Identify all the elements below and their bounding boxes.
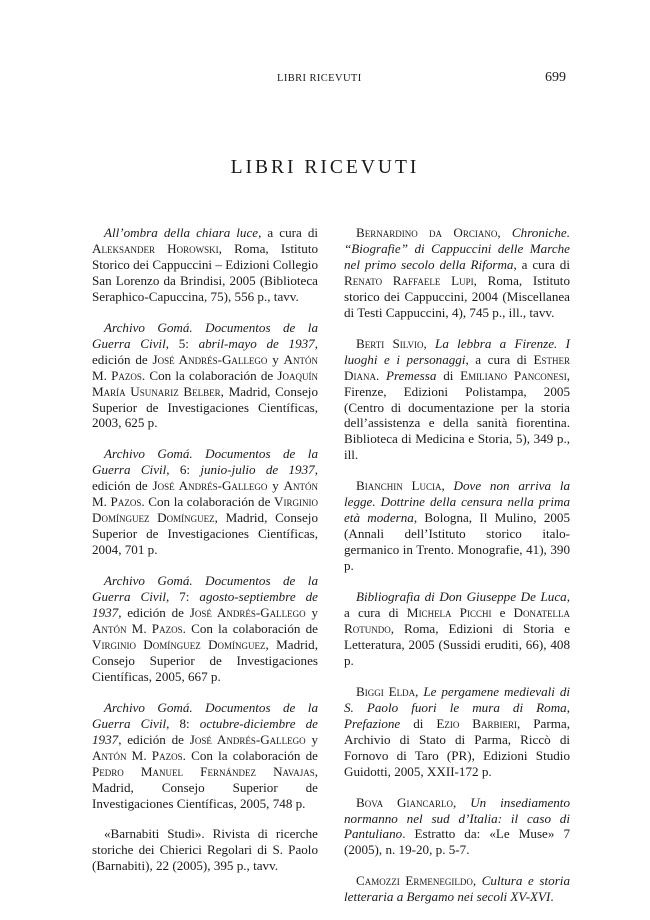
entry-text: di	[436, 367, 461, 383]
entry-author-name: José Andrés-Gallego	[152, 351, 268, 367]
entry-author-name: Antón M. Pazos	[92, 747, 183, 763]
entry-text: , Madrid, Consejo Superior de Investigaciones Científicas, 2005, 748 p.	[92, 763, 318, 811]
entry-title-text: Chroniche. “Biografie” di Cappuccini delle Marche nel primo secolo della Riforma	[344, 225, 570, 272]
entry-title-text: Premessa	[386, 367, 437, 383]
entry-text: «Barnabiti Studi». Rivista di ricerche storiche dei Chierici Regolari di S. Paolo (Barnabiti), 22 (2005), 395 p., tavv.	[92, 826, 318, 874]
entry-author-name: Biggi Elda	[356, 683, 416, 699]
entry-text: , Roma, Edizioni di Storia e Letteratura, 2005 (Sussidi eruditi, 66), 408 p.	[344, 620, 570, 668]
entry-author-name: Ezio Barbieri	[436, 715, 518, 731]
running-title: LIBRI RICEVUTI	[277, 73, 362, 84]
entry-author-name: Bianchin Lucia	[356, 478, 442, 494]
entry-title-text: junio-julio de 1937	[200, 462, 315, 478]
entry-text: . Con la colaboración de	[182, 620, 318, 636]
entry-text: y	[267, 478, 284, 494]
entry-title-text: Archivo Gomá. Documentos de la Guerra Civil	[92, 319, 318, 351]
entry-title-text: Archivo Gomá. Documentos de la Guerra Civil	[92, 446, 318, 478]
entry-text: , a cura di	[465, 351, 534, 367]
entry-title-text: Bibliografia di Don Giuseppe De Luca	[356, 589, 567, 605]
bibliography-entry	[344, 684, 570, 780]
entry-text: , Madrid, Consejo Superior de Investigaciones Científicas, 2005, 667 p.	[92, 636, 318, 684]
bibliography-entry	[92, 700, 318, 812]
right-column	[344, 225, 570, 920]
entry-text: , Madrid, Consejo Superior de Investigaciones Científicas, 2004, 701 p.	[92, 510, 318, 558]
entry-text: ,	[497, 225, 512, 240]
bibliography-entry	[92, 573, 318, 685]
entry-text: ,	[566, 699, 570, 715]
entry-title-text: Archivo Gomá. Documentos de la Guerra Civil	[92, 573, 318, 605]
entry-author-name: Esther Diana	[344, 351, 570, 383]
bibliography-entry	[92, 446, 318, 558]
entry-text: . Con la colaboración de	[141, 494, 275, 510]
entry-text: y	[305, 605, 318, 621]
entry-text: , Parma, Archivio di Stato di Parma, Riccò di Fornovo di Taro (PR), Edizioni Studio Guidotti, 2005, XXII-172 p.	[344, 715, 571, 779]
entry-text: , Bologna, Il Mulino, 2005 (Annali dell’Istituto storico italo-germanico in Trento. Monografie, 41), 390 p.	[344, 510, 571, 574]
section-title: LIBRI RICEVUTI	[230, 157, 420, 178]
bibliography-entry	[92, 826, 318, 874]
entry-text: , edición de	[118, 731, 190, 747]
entry-title-text: Un insediamento normanno nel sud d’Italia: il caso di Pantuliano	[344, 794, 570, 842]
entry-author-name: Joaquín María Usunariz Belber	[92, 367, 318, 399]
bibliography-entry	[344, 225, 570, 321]
page-number: 699	[545, 70, 566, 85]
entry-author-name: Camozzi Ermenegildo	[356, 873, 473, 889]
entry-text: .	[550, 889, 554, 905]
entry-title-text: abril-mayo de 1937	[198, 335, 315, 351]
entry-text: ,	[452, 794, 471, 810]
entry-text: y	[305, 731, 318, 747]
entry-author-name: José Andrés-Gallego	[152, 478, 268, 494]
entry-text: , edición de	[92, 462, 318, 494]
entry-text: , Madrid, Consejo Superior de Investigaciones Científicas, 2003, 625 p.	[92, 383, 318, 431]
entry-author-name: José Andrés-Gallego	[189, 605, 306, 621]
entry-text: , a cura di	[258, 225, 319, 240]
entry-author-name: Antón M. Pazos	[92, 351, 318, 383]
entry-author-name: Pedro Manuel Fernández Navajas	[92, 763, 315, 779]
entry-author-name: José Andrés-Gallego	[189, 731, 306, 747]
entry-text: ,	[423, 335, 436, 351]
bibliography-entry	[344, 589, 570, 669]
entry-title-text: Cultura e storia letteraria a Bergamo nei secoli XV-XVI	[344, 873, 570, 905]
entry-author-name: Virginio Domínguez Domínguez	[92, 636, 266, 652]
entry-text: , a cura di	[344, 589, 570, 621]
entry-text: , Roma, Istituto storico dei Cappuccini, 2004 (Miscellanea di Testi Cappuccini, 4), 745 p., ill., tavv.	[344, 272, 570, 320]
entry-author-name: Bernardino da Orciano	[356, 225, 498, 240]
entry-text: . Estratto da: «Le Muse» 7 (2005), n. 19-20, p. 5-7.	[344, 826, 570, 858]
entry-author-name: Donatella Rotundo	[344, 605, 570, 636]
entry-text: y	[267, 351, 284, 367]
entry-text: , 8:	[166, 715, 200, 731]
entry-text: ,	[472, 873, 482, 889]
entry-title-text: All’ombra della chiara luce	[104, 225, 259, 240]
entry-title-text: Archivo Gomá. Documentos de la Guerra Civil	[92, 699, 318, 731]
entry-author-name: Berti Silvio	[356, 335, 424, 351]
entry-text: di	[400, 715, 437, 731]
entry-text: , 5:	[165, 335, 199, 351]
entry-text: , Roma, Istituto Storico dei Cappuccini – Edizioni Collegio San Lorenzo da Brindisi, 2005 (Biblioteca Seraphico-Capuccina, 75), 556 p., tavv.	[92, 240, 318, 304]
entry-title-text: Prefazione	[344, 715, 401, 731]
left-column	[92, 225, 318, 889]
bibliography-entry	[92, 225, 318, 305]
entry-text: , 7:	[165, 589, 200, 605]
entry-author-name: Virginio Domínguez Domínguez	[92, 494, 318, 526]
entry-text: , 6:	[166, 462, 201, 478]
entry-author-name: Antón M. Pazos	[92, 478, 318, 510]
bibliography-entry	[92, 320, 318, 432]
entry-text: , a cura di	[513, 256, 570, 272]
entry-title-text: octubre-diciembre de 1937	[92, 715, 318, 747]
bibliography-entry	[344, 873, 570, 905]
entry-text: , edición de	[92, 335, 318, 367]
entry-text: . Con la colaboración de	[182, 747, 318, 763]
entry-author-name: Aleksander Horowski	[92, 240, 219, 256]
entry-title-text: Le pergamene medievali di S. Paolo fuori le mura di Roma	[344, 683, 571, 715]
entry-text: e	[491, 605, 514, 621]
entry-author-name: Antón M. Pazos	[92, 620, 183, 636]
entry-text: . Con la colaboración de	[141, 367, 278, 383]
entry-text: , Firenze, Edizioni Polistampa, 2005 (Centro di documentazione per la storia dell’assistenza e della sanità fiorentina. Biblioteca di Medicina e Storia, 5), 349 p., ill.	[344, 367, 570, 463]
entry-title-text: Dove non arriva la legge. Dottrine della censura nella prima età moderna	[344, 478, 571, 526]
entry-author-name: Bova Giancarlo	[356, 794, 453, 810]
bibliography-entry	[344, 336, 570, 464]
bibliography-entry	[344, 478, 570, 574]
entry-text: .	[375, 367, 386, 383]
entry-text: ,	[441, 478, 454, 494]
entry-title-text: La lebbra a Firenze. I luoghi e i personaggi	[344, 335, 570, 367]
entry-author-name: Emiliano Panconesi	[460, 367, 567, 383]
entry-author-name: Michela Picchi	[406, 605, 492, 621]
running-head	[0, 70, 650, 90]
entry-title-text: agosto-septiembre de 1937	[92, 589, 318, 621]
entry-author-name: Renato Raffaele Lupi	[344, 272, 474, 288]
bibliography-entry	[344, 795, 570, 859]
entry-text: , edición de	[118, 605, 190, 621]
entry-text: ,	[415, 683, 424, 699]
